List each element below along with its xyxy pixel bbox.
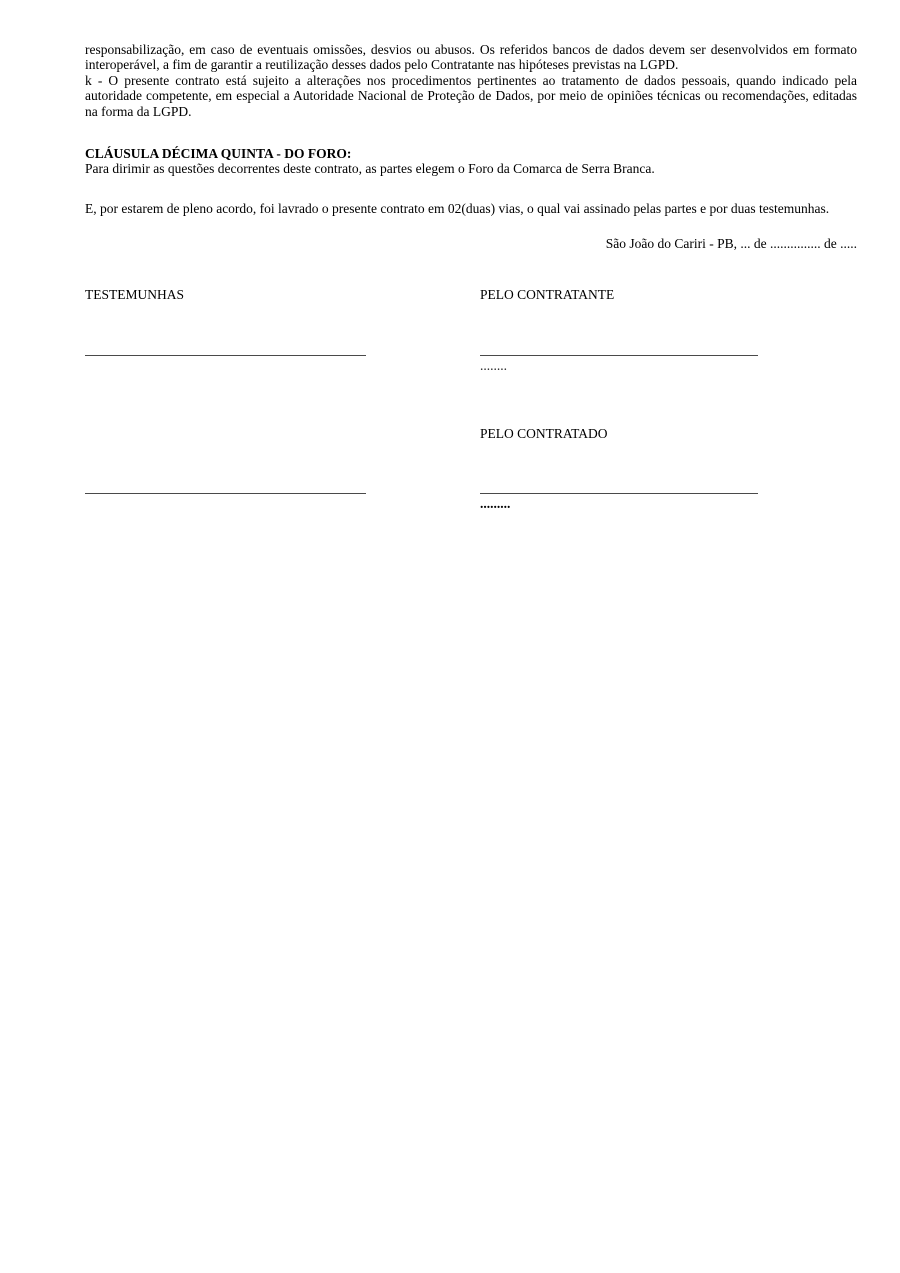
signature-line-contratado <box>480 493 758 494</box>
signature-line-contratante <box>480 355 758 356</box>
paragraph-lgpd-databases: responsabilização, em caso de eventuais omissões, desvios ou abusos. Os referidos bancos de dados devem ser desenvolvidos em formato interoperável, a fim de garantir a reutilização desses dados pelo Contratante nas hipóteses previstas na LGPD. <box>85 42 857 73</box>
date-place-line: São João do Cariri - PB, ... de ............... de ..... <box>605 236 857 252</box>
paragraph-item-k: k - O presente contrato está sujeito a alterações nos procedimentos pertinentes ao tratamento de dados pessoais, quando indicado pela autoridade competente, em especial a Autoridade Nacional de Proteção de Dados, por meio de opiniões técnicas ou recomendações, editadas na forma da LGPD. <box>85 72 857 119</box>
contratado-label: PELO CONTRATADO <box>480 426 608 441</box>
contratante-name-dots: ........ <box>480 358 507 373</box>
witnesses-label: TESTEMUNHAS <box>85 287 185 302</box>
signature-line-witness-1 <box>85 355 366 356</box>
document-text-block <box>85 42 857 252</box>
contratado-name-dots: ......... <box>480 496 511 511</box>
clause-body-do-foro: Para dirimir as questões decorrentes deste contrato, as partes elegem o Foro da Comarca de Serra Branca. <box>85 161 655 177</box>
closing-paragraph: E, por estarem de pleno acordo, foi lavrado o presente contrato em 02(duas) vias, o qual vai assinado pelas partes e por duas testemunhas. <box>85 200 830 216</box>
contratante-label: PELO CONTRATANTE <box>480 287 615 302</box>
clause-heading-do-foro: CLÁUSULA DÉCIMA QUINTA - DO FORO: <box>85 146 352 162</box>
signature-line-witness-2 <box>85 493 366 494</box>
